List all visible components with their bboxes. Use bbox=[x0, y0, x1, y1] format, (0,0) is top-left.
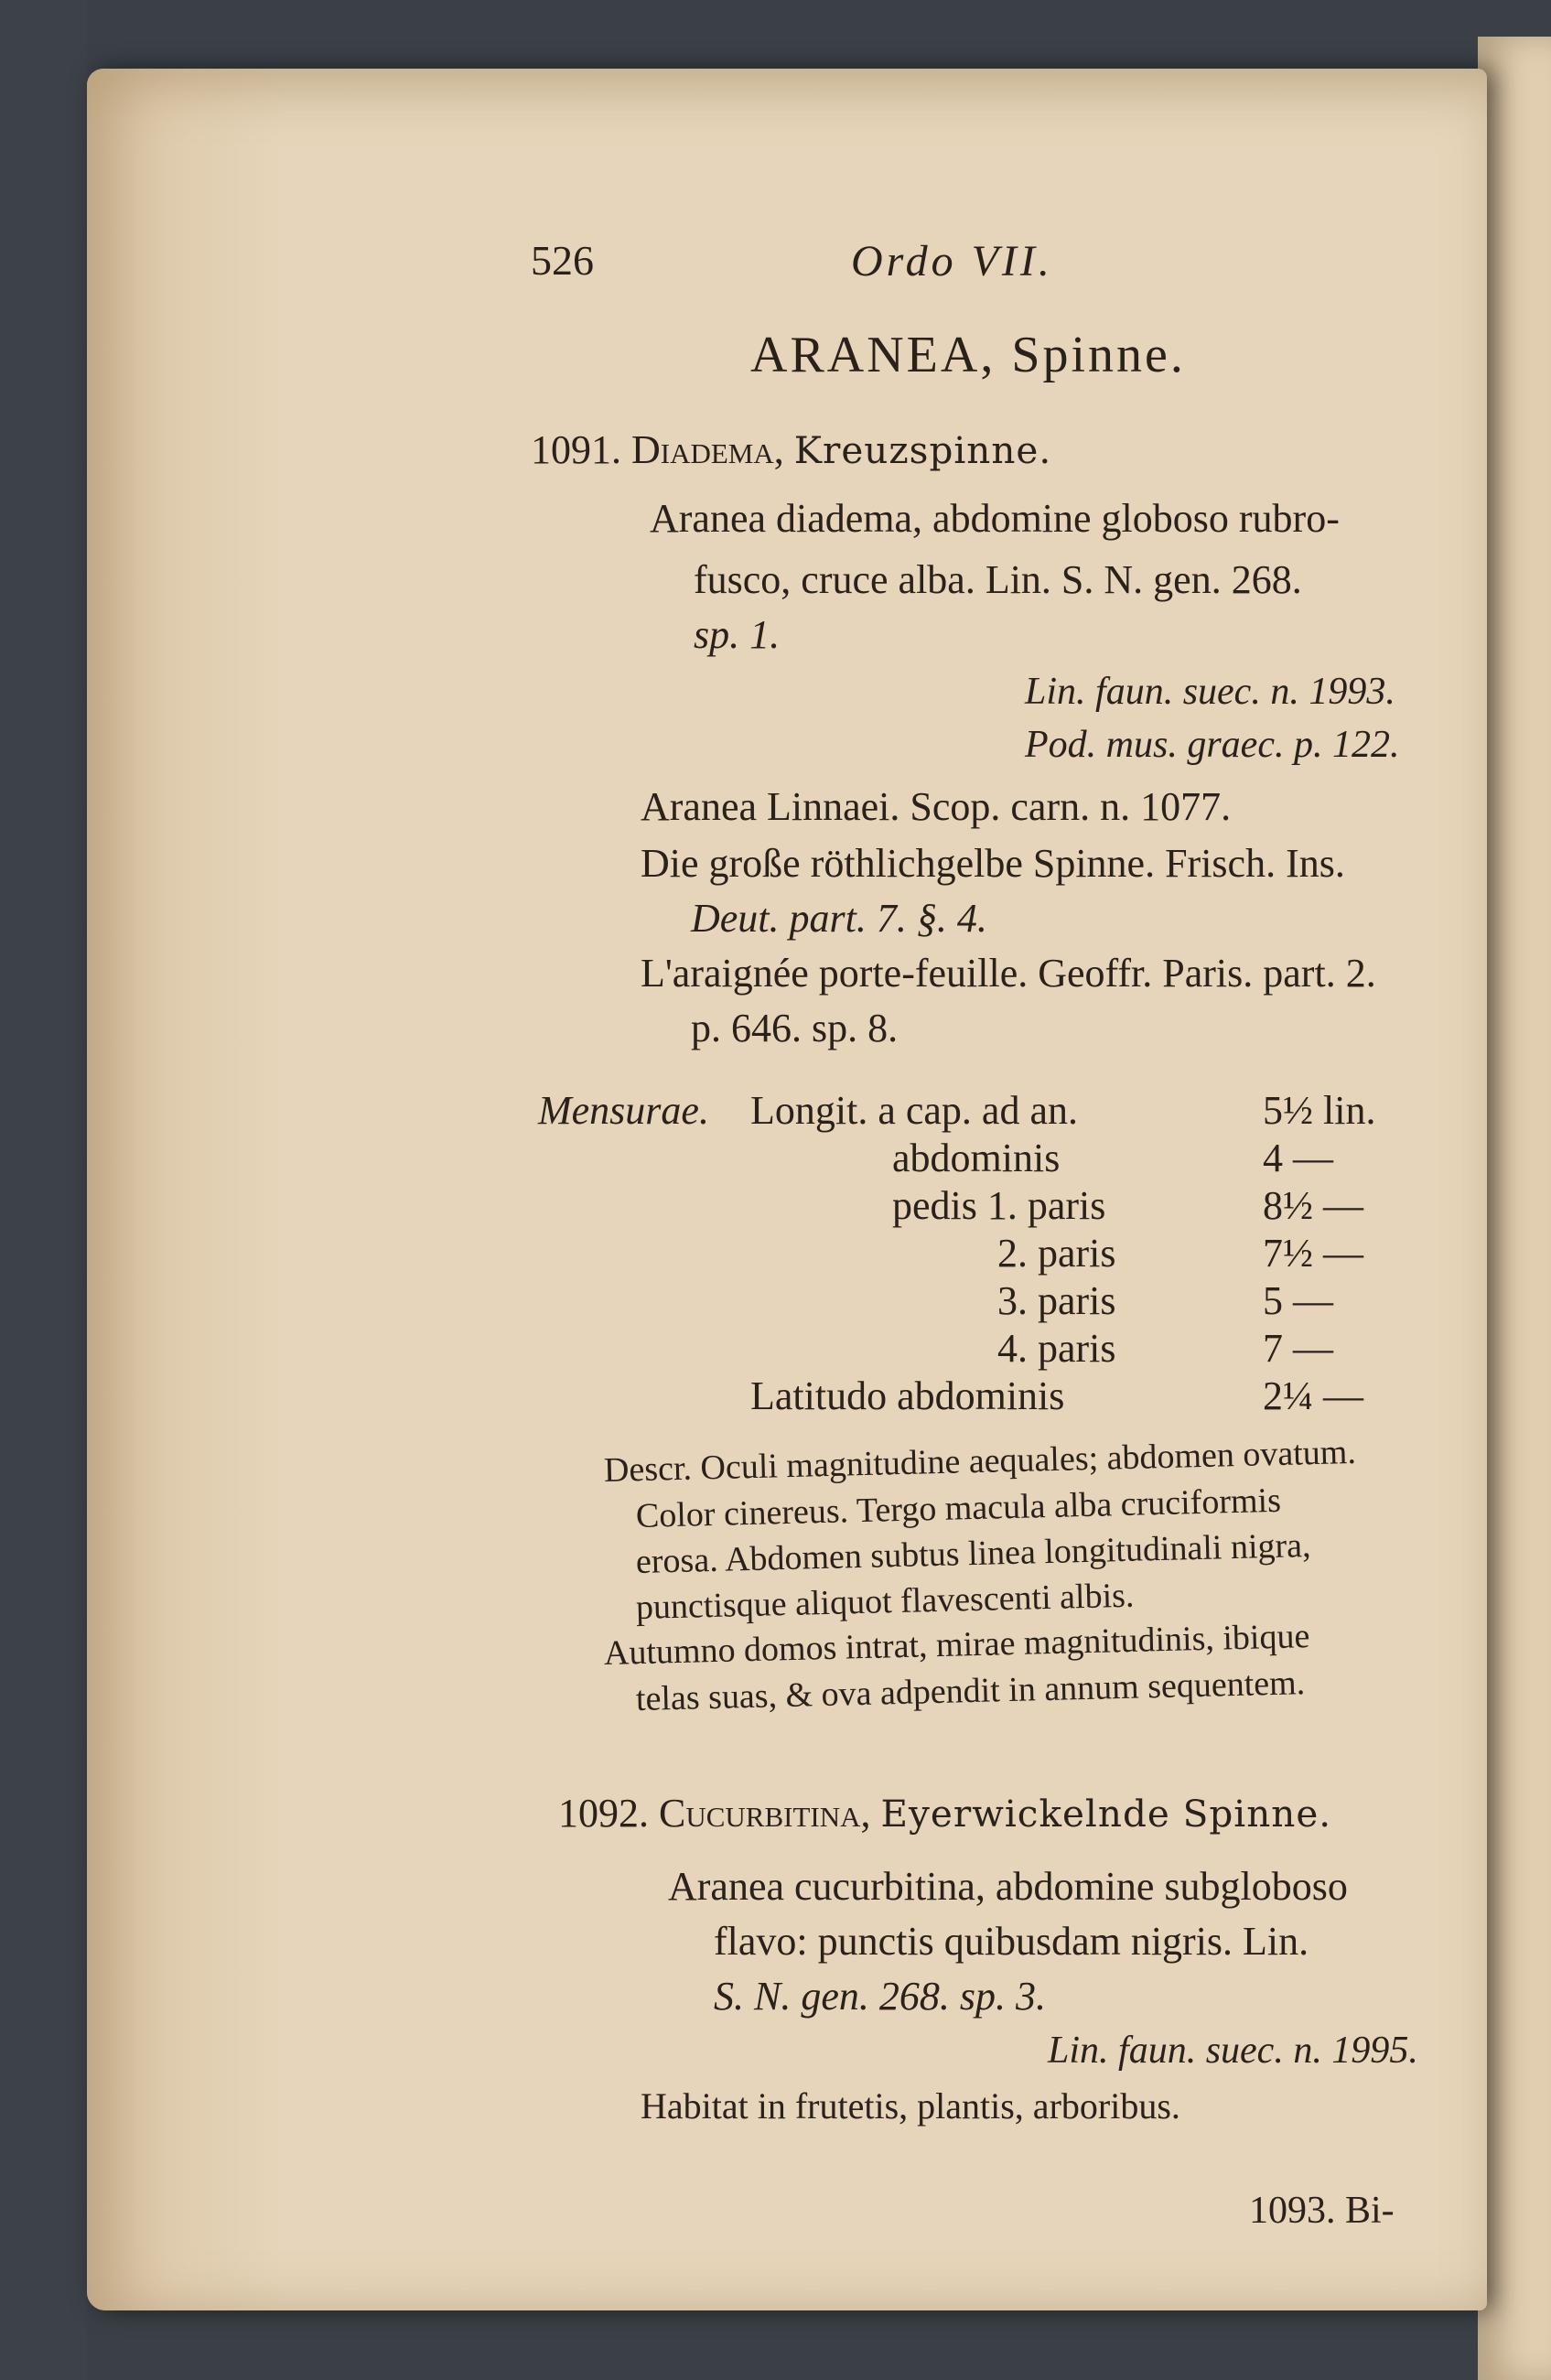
species-name: Cucurbitina bbox=[659, 1791, 861, 1836]
reference-line: Lin. faun. suec. n. 1993. bbox=[1025, 671, 1395, 713]
running-head: Ordo VII. bbox=[851, 237, 1053, 285]
measurement-label: pedis 1. paris bbox=[892, 1183, 1106, 1228]
diagnosis-line: Aranea cucurbitina, abdomine subgloboso bbox=[668, 1864, 1348, 1909]
measurement-label: Latitudo abdominis bbox=[750, 1373, 1065, 1418]
genus-heading: ARANEA, Spinne. bbox=[750, 327, 1186, 383]
measurement-value: 7 — bbox=[1263, 1326, 1333, 1371]
measurement-label: 3. paris bbox=[997, 1278, 1116, 1323]
measurement-value: 2¼ — bbox=[1263, 1373, 1363, 1418]
scan-backdrop bbox=[0, 0, 87, 2380]
species-heading-1092: 1092. Cucurbitina, Eyerwickelnde Spinne. bbox=[558, 1791, 1332, 1836]
measurement-value: 8½ — bbox=[1263, 1183, 1363, 1228]
synonym-line: Aranea Linnaei. Scop. carn. n. 1077. bbox=[641, 784, 1232, 829]
synonym-line: p. 646. sp. 8. bbox=[691, 1006, 899, 1050]
measurement-value: 4 — bbox=[1263, 1136, 1333, 1180]
diagnosis-line: flavo: punctis quibusdam nigris. Lin. bbox=[714, 1919, 1309, 1964]
facing-page-edge bbox=[1478, 37, 1551, 2380]
species-german-name: Eyerwickelnde Spinne. bbox=[880, 1792, 1332, 1836]
synonym-line: L'araignée porte-feuille. Geoffr. Paris. part. 2. bbox=[641, 951, 1376, 996]
diagnosis-line: sp. 1. bbox=[694, 612, 781, 657]
diagnosis-line: S. N. gen. 268. sp. 3. bbox=[714, 1974, 1046, 2019]
mensurae-label: Mensurae. bbox=[538, 1088, 709, 1133]
page-number: 526 bbox=[531, 237, 594, 284]
catchword: 1093. Bi- bbox=[1249, 2190, 1395, 2232]
measurement-label: 4. paris bbox=[997, 1326, 1116, 1371]
description-line: telas suas, & ova adpendit in annum sequentem. bbox=[635, 1664, 1306, 1718]
measurement-value: 7½ — bbox=[1263, 1231, 1363, 1276]
synonym-line: Die große röthlichgelbe Spinne. Frisch. Ins. bbox=[641, 841, 1345, 886]
reference-line: Lin. faun. suec. n. 1995. bbox=[1048, 2030, 1418, 2072]
diagnosis-line: Aranea diadema, abdomine globoso rubro- bbox=[650, 496, 1340, 541]
measurement-label: Longit. a cap. ad an. bbox=[750, 1088, 1078, 1133]
page-gutter-shading bbox=[87, 69, 284, 2310]
diagnosis-line: fusco, cruce alba. Lin. S. N. gen. 268. bbox=[694, 557, 1302, 602]
species-name: Diadema bbox=[631, 427, 774, 472]
species-german-name: Kreuzspinne. bbox=[793, 428, 1052, 472]
reference-line: Pod. mus. graec. p. 122. bbox=[1025, 724, 1400, 766]
measurement-label: abdominis bbox=[892, 1136, 1061, 1180]
measurement-label: 2. paris bbox=[997, 1231, 1116, 1276]
description-line: Autumno domos intrat, mirae magnitudinis, ibique bbox=[603, 1617, 1310, 1673]
description-line: erosa. Abdomen subtus linea longitudinali nigra, bbox=[635, 1525, 1312, 1581]
measurement-value: 5½ lin. bbox=[1263, 1088, 1376, 1133]
description-line: punctisque aliquot flavescenti albis. bbox=[635, 1576, 1135, 1627]
species-number: 1092. bbox=[558, 1791, 649, 1836]
habitat-line: Habitat in frutetis, plantis, arboribus. bbox=[641, 2085, 1180, 2127]
measurement-value: 5 — bbox=[1263, 1278, 1333, 1323]
synonym-line: Deut. part. 7. §. 4. bbox=[691, 896, 987, 941]
description-line: Descr. Oculi magnitudine aequales; abdomen ovatum. bbox=[603, 1432, 1357, 1490]
species-number: 1091. bbox=[531, 427, 621, 472]
species-heading-1091: 1091. Diadema, Kreuzspinne. bbox=[531, 427, 1052, 472]
description-line: Color cinereus. Tergo macula alba cruciformis bbox=[635, 1481, 1282, 1535]
